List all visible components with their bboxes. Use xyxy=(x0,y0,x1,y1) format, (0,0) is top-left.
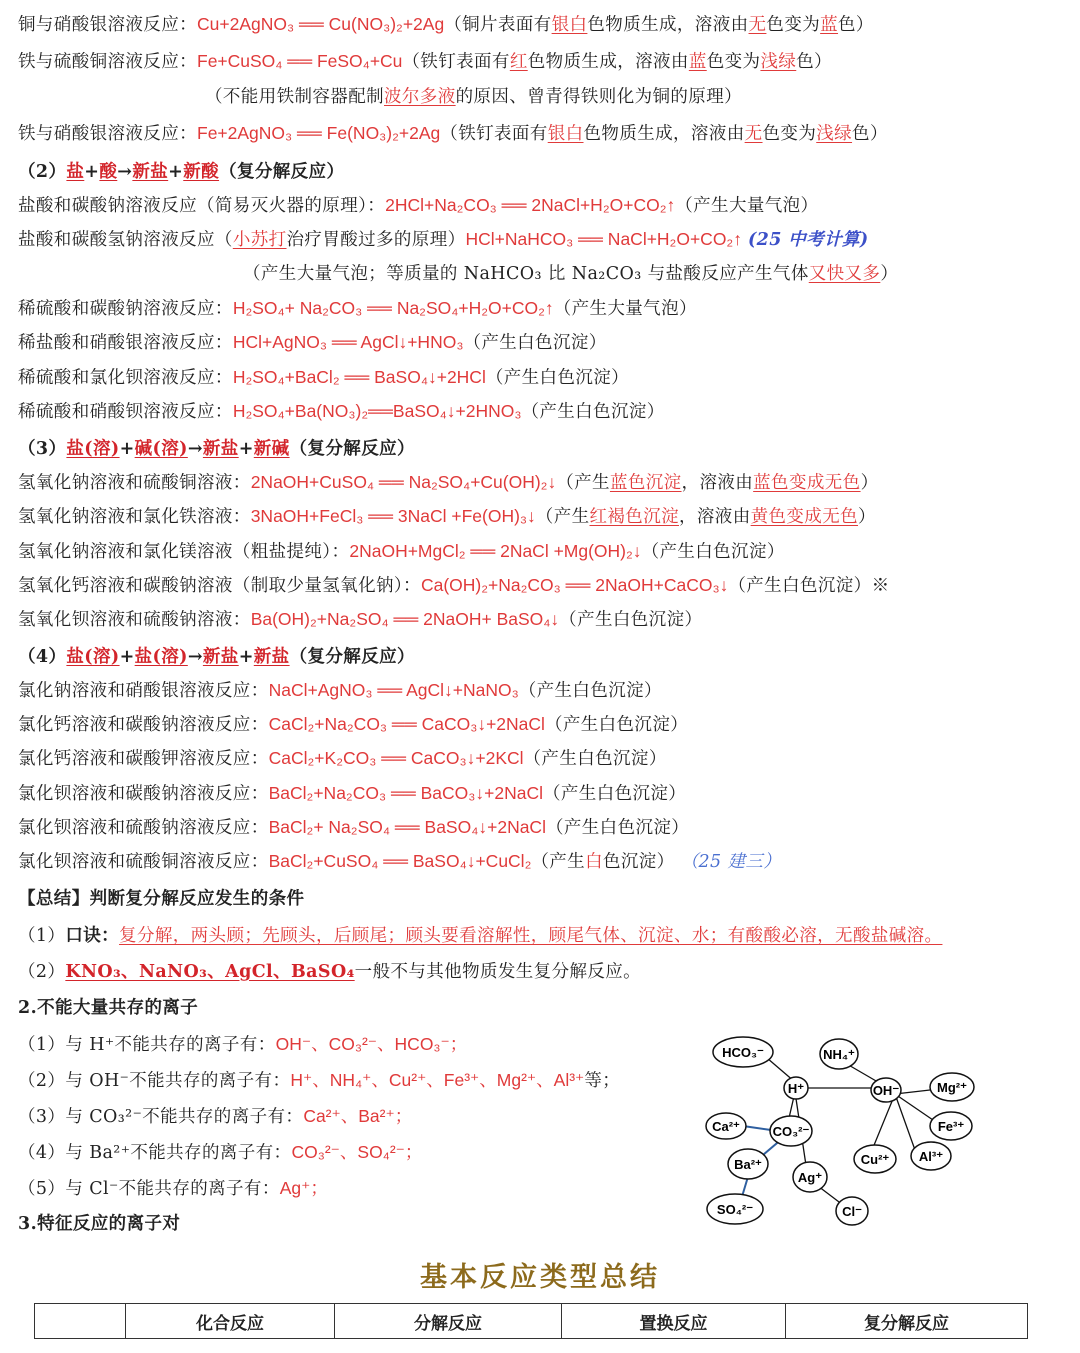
summary-title: 【总结】判断复分解反应发生的条件 xyxy=(18,889,305,909)
equation: Cu+2AgNO₃ ══ Cu(NO₃)₂+2Ag xyxy=(197,14,445,34)
reaction-bacl2-na2co3: 氯化钡溶液和碳酸钠溶液反应：BaCl₂+Na₂CO₃ ══ BaCO₃↓+2NaCl（产生白色沉淀） xyxy=(18,783,687,804)
reaction-h2so4-na2co3: 稀硫酸和碳酸钠溶液反应：H₂SO₄+ Na₂CO₃ ══ Na₂SO₄+H₂O+CO₂↑（产生大量气泡） xyxy=(18,298,697,319)
reaction-hcl-agno3: 稀盐酸和硝酸银溶液反应：HCl+AgNO₃ ══ AgCl↓+HNO₃（产生白色沉淀） xyxy=(18,332,607,353)
reaction-bacl2-na2so4: 氯化钡溶液和硫酸钠溶液反应：BaCl₂+ Na₂SO₄ ══ BaSO₄↓+2NaCl（产生白色沉淀） xyxy=(18,817,690,838)
svg-text:Al³⁺: Al³⁺ xyxy=(918,1149,944,1164)
ion-item: （4）与 Ba²⁺不能共存的离子有：CO₃²⁻、SO₄²⁻； xyxy=(18,1142,423,1163)
table-header-cell: 复分解反应 xyxy=(786,1304,1028,1339)
svg-text:Cl⁻: Cl⁻ xyxy=(842,1204,862,1219)
svg-text:OH⁻: OH⁻ xyxy=(872,1083,900,1098)
ions-title: 2.不能大量共存的离子 xyxy=(18,998,199,1018)
reaction-naoh-fecl3: 氢氧化钠溶液和氯化铁溶液：3NaOH+FeCl₃ ══ 3NaCl +Fe(OH)₃↓（产生红褐色沉淀，溶液由黄色变成无色） xyxy=(18,506,876,527)
reaction-baoh2-na2so4: 氢氧化钡溶液和硫酸钠溶液：Ba(OH)₂+Na₂SO₄ ══ 2NaOH+ BaSO₄↓（产生白色沉淀） xyxy=(18,609,703,630)
svg-text:Fe³⁺: Fe³⁺ xyxy=(937,1119,965,1134)
reaction-hcl-nahco3: 盐酸和碳酸氢钠溶液反应（小苏打治疗胃酸过多的原理）HCl+NaHCO₃ ══ NaCl+H₂O+CO₂↑ (25 中考计算) xyxy=(18,229,869,250)
table-header-cell xyxy=(35,1304,126,1339)
bordeaux-note: （不能用铁制容器配制波尔多液的原因、曾青得铁则化为铜的原理） xyxy=(205,87,743,107)
table-header-row xyxy=(35,1304,1028,1339)
reaction-caoh2-na2co3: 氢氧化钙溶液和碳酸钠溶液（制取少量氢氧化钠）：Ca(OH)₂+Na₂CO₃ ══ 2NaOH+CaCO₃↓（产生白色沉淀）※ xyxy=(18,575,890,596)
ion-network-diagram xyxy=(695,1020,990,1235)
ion-item: （1）与 H⁺不能共存的离子有：OH⁻、CO₃²⁻、HCO₃⁻； xyxy=(18,1034,468,1055)
ion-pairs-title: 3.特征反应的离子对 xyxy=(18,1214,181,1234)
ion-item: （5）与 Cl⁻不能共存的离子有：Ag⁺； xyxy=(18,1178,328,1199)
reaction-cacl2-na2co3: 氯化钙溶液和碳酸钠溶液反应：CaCl₂+Na₂CO₃ ══ CaCO₃↓+2NaCl（产生白色沉淀） xyxy=(18,714,689,735)
svg-text:SO₄²⁻: SO₄²⁻ xyxy=(716,1202,754,1217)
section-salt-base: （3）盐(溶)+碱(溶)→新盐+新碱（复分解反应） xyxy=(18,439,415,459)
svg-text:Ca²⁺: Ca²⁺ xyxy=(712,1119,740,1134)
ion-item: （2）与 OH⁻不能共存的离子有：H⁺、NH₄⁺、Cu²⁺、Fe³⁺、Mg²⁺、Al³⁺等； xyxy=(18,1070,621,1091)
svg-text:CO₃²⁻: CO₃²⁻ xyxy=(772,1124,810,1139)
reaction-h2so4-bano3: 稀硫酸和硝酸钡溶液反应：H₂SO₄+Ba(NO₃)₂══BaSO₄↓+2HNO₃（产生白色沉淀） xyxy=(18,401,665,422)
table-header-cell: 置换反应 xyxy=(562,1304,786,1339)
summary-point-2: （2）KNO₃、NaNO₃、AgCl、BaSO₄一般不与其他物质发生复分解反应。 xyxy=(18,962,642,982)
exam-tag: (25 中考计算) xyxy=(747,230,869,250)
svg-text:Ba²⁺: Ba²⁺ xyxy=(734,1157,762,1172)
equation: Fe+CuSO₄ ══ FeSO₄+Cu xyxy=(197,51,403,71)
reaction-fe-cuso4: 铁与硫酸铜溶液反应：Fe+CuSO₄ ══ FeSO₄+Cu（铁钉表面有红色物质生成，溶液由蓝色变为浅绿色） xyxy=(18,51,833,72)
reaction-hcl-na2co3: 盐酸和碳酸钠溶液反应（简易灭火器的原理）：2HCl+Na₂CO₃ ══ 2NaCl+H₂O+CO₂↑（产生大量气泡） xyxy=(18,195,819,216)
reaction-types-title: 基本反应类型总结 xyxy=(420,1262,660,1293)
reaction-cacl2-k2co3: 氯化钙溶液和碳酸钾溶液反应：CaCl₂+K₂CO₃ ══ CaCO₃↓+2KCl（产生白色沉淀） xyxy=(18,748,667,769)
reaction-naoh-cuso4: 氢氧化钠溶液和硫酸铜溶液：2NaOH+CuSO₄ ══ Na₂SO₄+Cu(OH)₂↓（产生蓝色沉淀，溶液由蓝色变成无色） xyxy=(18,472,879,493)
svg-text:Mg²⁺: Mg²⁺ xyxy=(937,1080,967,1095)
svg-text:HCO₃⁻: HCO₃⁻ xyxy=(722,1045,764,1060)
section-salt-salt: （4）盐(溶)+盐(溶)→新盐+新盐（复分解反应） xyxy=(18,647,415,667)
svg-text:NH₄⁺: NH₄⁺ xyxy=(823,1047,855,1062)
reaction-h2so4-bacl2: 稀硫酸和氯化钡溶液反应：H₂SO₄+BaCl₂ ══ BaSO₄↓+2HCl（产生白色沉淀） xyxy=(18,367,630,388)
reaction-naoh-mgcl2: 氢氧化钠溶液和氯化镁溶液（粗盐提纯）：2NaOH+MgCl₂ ══ 2NaCl +Mg(OH)₂↓（产生白色沉淀） xyxy=(18,541,785,562)
reaction-bacl2-cuso4: 氯化钡溶液和硫酸铜溶液反应：BaCl₂+CuSO₄ ══ BaSO₄↓+CuCl₂（产生白色沉淀） （25 建三） xyxy=(18,851,782,872)
reaction-cu-agno3: 铜与硝酸银溶液反应：Cu+2AgNO₃ ══ Cu(NO₃)₂+2Ag（铜片表面有银白色物质生成，溶液由无色变为蓝色） xyxy=(18,14,874,35)
svg-text:Ag⁺: Ag⁺ xyxy=(797,1170,823,1185)
section-salt-acid: （2）盐+酸→新盐+新酸（复分解反应） xyxy=(18,162,345,182)
exam-tag: （25 建三） xyxy=(680,852,782,872)
svg-text:H⁺: H⁺ xyxy=(787,1081,805,1096)
equation: Fe+2AgNO₃ ══ Fe(NO₃)₂+2Ag xyxy=(197,123,441,143)
table-header-cell: 化合反应 xyxy=(126,1304,335,1339)
reaction-fe-agno3: 铁与硝酸银溶液反应：Fe+2AgNO₃ ══ Fe(NO₃)₂+2Ag（铁钉表面有银白色物质生成，溶液由无色变为浅绿色） xyxy=(18,123,888,144)
reaction-types-table xyxy=(34,1303,1028,1339)
svg-text:Cu²⁺: Cu²⁺ xyxy=(860,1152,890,1167)
nahco3-note: （产生大量气泡；等质量的 NaHCO₃ 比 Na₂CO₃ 与盐酸反应产生气体又快又多） xyxy=(243,264,899,284)
summary-point-1: （1）口诀：复分解，两头顾；先顾头，后顾尾；顾头要看溶解性，顾尾气体、沉淀、水；有酸酸必溶，无酸盐碱溶。 xyxy=(18,926,943,946)
reaction-nacl-agno3: 氯化钠溶液和硝酸银溶液反应：NaCl+AgNO₃ ══ AgCl↓+NaNO₃（产生白色沉淀） xyxy=(18,680,662,701)
table-header-cell: 分解反应 xyxy=(335,1304,562,1339)
ion-item: （3）与 CO₃²⁻不能共存的离子有：Ca²⁺、Ba²⁺； xyxy=(18,1106,413,1127)
